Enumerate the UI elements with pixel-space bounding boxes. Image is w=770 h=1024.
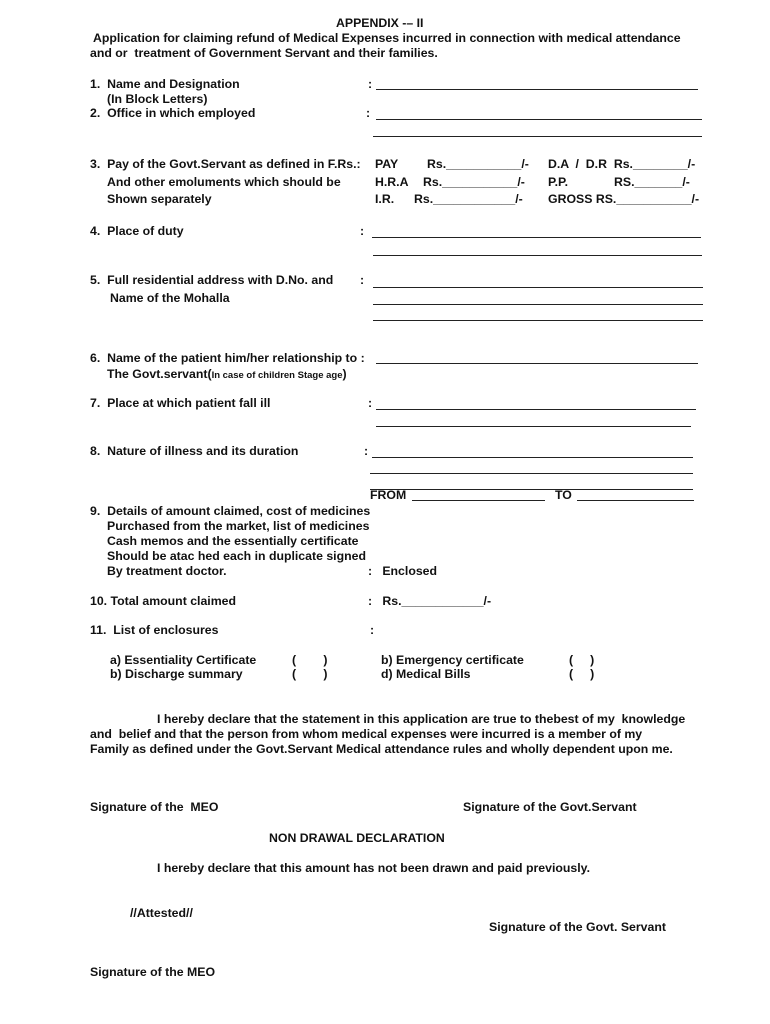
item6-label-line1: 6. Name of the patient him/her relationship to : (90, 351, 365, 365)
enclosure-bills-label: d) Medical Bills (381, 667, 471, 681)
item11-label: 11. List of enclosures (90, 623, 219, 637)
total-amount-field[interactable]: : Rs.____________/- (368, 594, 492, 608)
item6-patient-field[interactable] (376, 363, 698, 364)
enclosure-discharge-label: b) Discharge summary (110, 667, 243, 681)
signature-meo-2: Signature of the MEO (90, 965, 216, 979)
item3-label-line1: 3. Pay of the Govt.Servant as defined in F.Rs.: (90, 157, 361, 171)
item4-label: 4. Place of duty (90, 224, 184, 238)
non-drawal-text: I hereby declare that this amount has not been drawn and paid previously. (157, 861, 590, 875)
item5-label-line2: Name of the Mohalla (110, 291, 230, 305)
from-date-field[interactable] (412, 500, 545, 501)
item5-colon: : (360, 273, 365, 287)
item2-office-field-1[interactable] (376, 119, 702, 120)
enclosure-emergency-label: b) Emergency certificate (381, 653, 524, 667)
item5-label-line1: 5. Full residential address with D.No. and (90, 273, 334, 287)
form-title-line2: and or treatment of Government Servant and their families. (90, 46, 438, 60)
item9-label-line4: Should be atac hed each in duplicate signed (107, 549, 366, 563)
item6-label-note: In case of children Stage age (211, 370, 343, 381)
item9-label-line1: 9. Details of amount claimed, cost of medicines (90, 504, 371, 518)
item5-address-field-3[interactable] (373, 320, 703, 321)
item4-place-field-2[interactable] (373, 255, 702, 256)
enclosure-essentiality-checkbox[interactable]: ( ) (292, 653, 328, 667)
enclosure-discharge-checkbox[interactable]: ( ) (292, 667, 328, 681)
item3-label-line3: Shown separately (107, 192, 212, 206)
to-label: TO (555, 488, 572, 502)
item4-place-field-1[interactable] (372, 237, 701, 238)
hra-amount-field[interactable]: Rs.___________/- (423, 175, 525, 189)
item7-label: 7. Place at which patient fall ill (90, 396, 271, 410)
item11-colon: : (370, 623, 375, 637)
enclosure-essentiality-label: a) Essentiality Certificate (110, 653, 257, 667)
pay-label: PAY (375, 157, 399, 171)
item5-address-field-2[interactable] (373, 304, 703, 305)
gross-amount-field[interactable]: GROSS RS.___________/- (548, 192, 700, 206)
item2-label: 2. Office in which employed (90, 106, 256, 120)
item10-label: 10. Total amount claimed (90, 594, 237, 608)
item8-label: 8. Nature of illness and its duration (90, 444, 299, 458)
item5-address-field-1[interactable] (373, 287, 703, 288)
item8-illness-field-3[interactable] (370, 489, 693, 490)
item7-place-field-2[interactable] (376, 426, 691, 427)
from-label: FROM (370, 488, 407, 502)
attested-label: //Attested// (130, 906, 193, 920)
signature-govt-servant: Signature of the Govt.Servant (463, 800, 637, 814)
da-dr-amount-field[interactable]: D.A / D.R Rs.________/- (548, 157, 696, 171)
item9-label-line3: Cash memos and the essentially certificate (107, 534, 359, 548)
item7-colon: : (368, 396, 373, 410)
form-title-line1: Application for claiming refund of Medical Expenses incurred in connection with medical attendance (90, 31, 681, 45)
item8-illness-field-1[interactable] (372, 457, 693, 458)
item3-label-line2: And other emoluments which should be (107, 175, 341, 189)
item9-enclosed: : Enclosed (368, 564, 438, 578)
item1-label: 1. Name and Designation (90, 77, 240, 91)
item1-name-field[interactable] (376, 89, 698, 90)
item2-colon: : (366, 106, 371, 120)
item1-colon: : (368, 77, 373, 91)
pp-amount-field[interactable]: RS._______/- (614, 175, 690, 189)
ir-label: I.R. (375, 192, 395, 206)
pay-amount-field[interactable]: Rs.___________/- (427, 157, 529, 171)
item2-office-field-2[interactable] (373, 136, 702, 137)
hra-label: H.R.A (375, 175, 409, 189)
declaration-line2: and belief and that the person from whom medical expenses were incurred is a member of my (90, 727, 643, 741)
item6-label-main: The Govt.servant( (107, 367, 212, 381)
non-drawal-title: NON DRAWAL DECLARATION (269, 831, 445, 845)
item6-label-end: ) (342, 367, 347, 381)
item6-label-line2 (107, 367, 347, 383)
item8-illness-field-2[interactable] (370, 473, 693, 474)
enclosure-bills-checkbox[interactable]: ( ) (569, 667, 595, 681)
declaration-line1: I hereby declare that the statement in this application are true to thebest of my knowledge (157, 712, 686, 726)
item7-place-field-1[interactable] (376, 409, 696, 410)
item9-label-line5: By treatment doctor. (107, 564, 227, 578)
item9-label-line2: Purchased from the market, list of medicines (107, 519, 370, 533)
item8-colon: : (364, 444, 369, 458)
pp-label: P.P. (548, 175, 569, 189)
ir-amount-field[interactable]: Rs.____________/- (414, 192, 523, 206)
to-date-field[interactable] (577, 500, 694, 501)
item4-colon: : (360, 224, 365, 238)
signature-meo: Signature of the MEO (90, 800, 219, 814)
enclosure-emergency-checkbox[interactable]: ( ) (569, 653, 595, 667)
signature-govt-servant-2: Signature of the Govt. Servant (489, 920, 666, 934)
appendix-heading: APPENDIX -– II (336, 16, 424, 30)
declaration-line3: Family as defined under the Govt.Servant Medical attendance rules and wholly dependent upon me. (90, 742, 673, 756)
item1-sublabel: (In Block Letters) (107, 92, 208, 106)
